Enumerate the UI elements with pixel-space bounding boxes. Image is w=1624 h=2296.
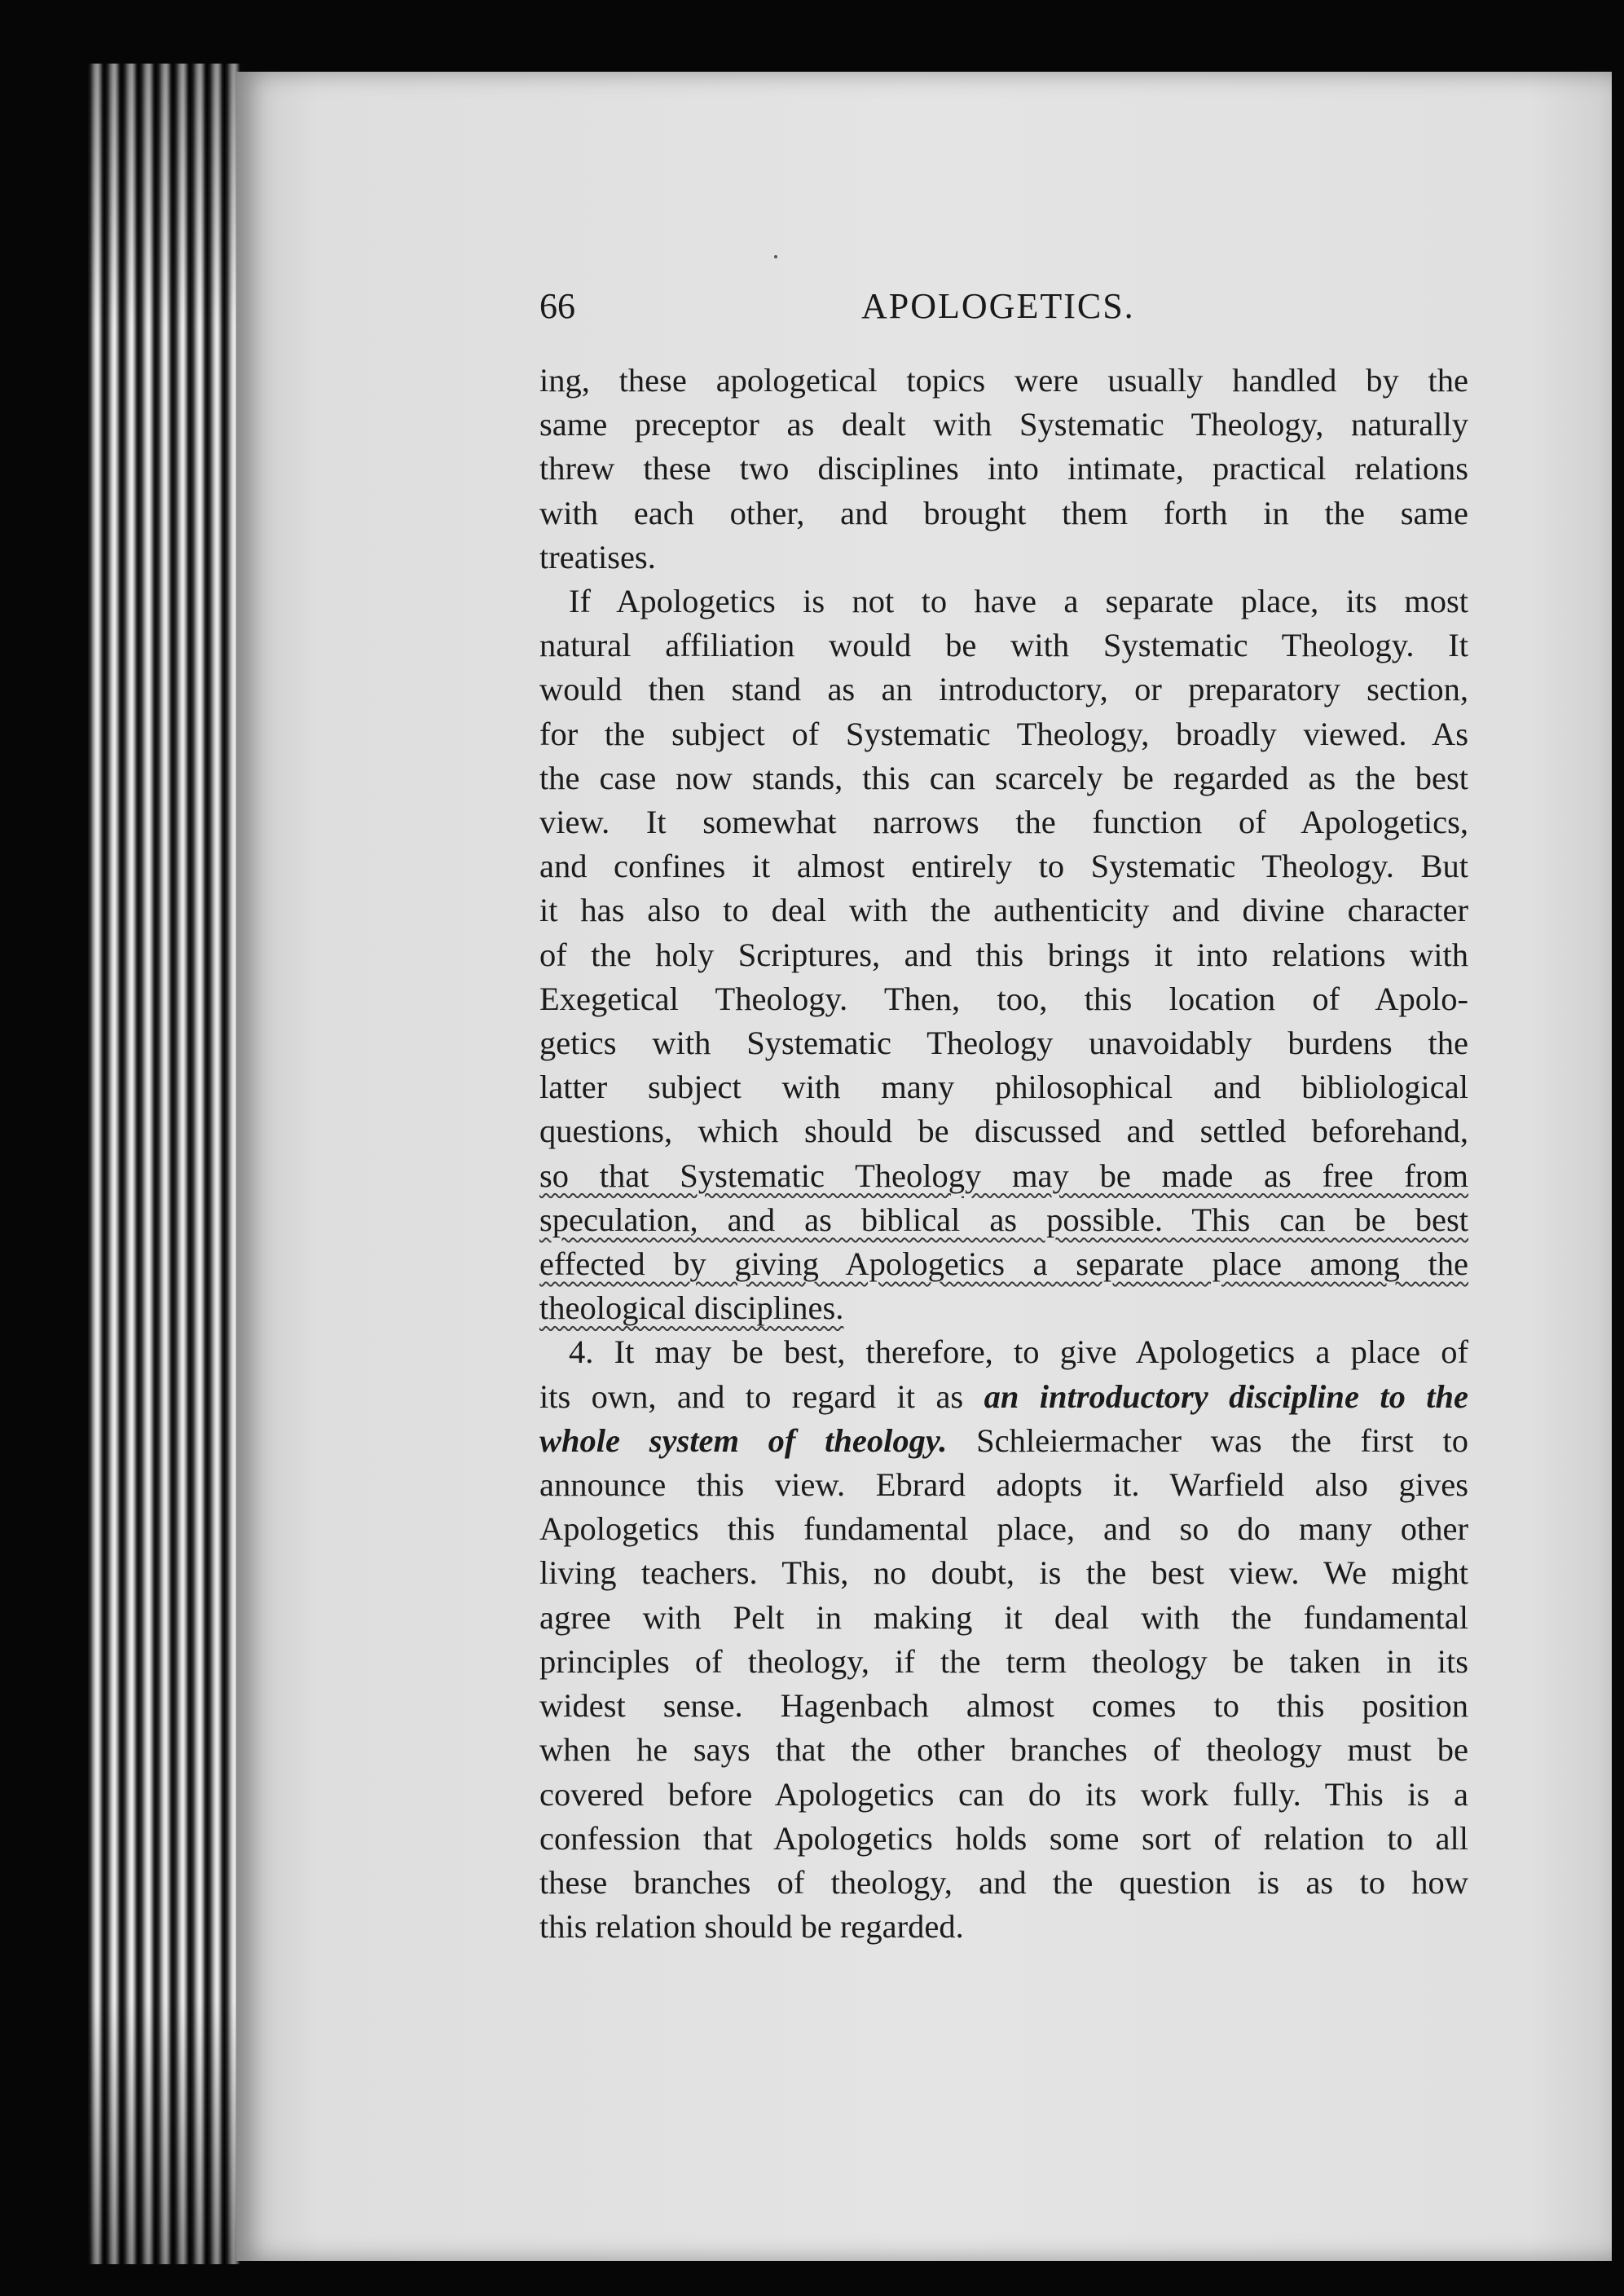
text-line: ing, these apologetical topics were usually handled by the bbox=[539, 362, 1468, 399]
text-line: If Apologetics is not to have a separate place, its most bbox=[569, 583, 1468, 620]
text-line: principles of theology, if the term theology be taken in its bbox=[539, 1642, 1468, 1680]
text-line: of the holy Scriptures, and this brings it into relations with bbox=[539, 936, 1468, 973]
text-run: Schleiermacher was the first to bbox=[947, 1421, 1468, 1459]
text-line: Exegetical Theology. Then, too, this location of Apolo- bbox=[539, 980, 1468, 1017]
text-line: it has also to deal with the authenticity and divine character bbox=[539, 892, 1468, 929]
text-run: its own, and to regard it as bbox=[539, 1377, 984, 1415]
text-line: living teachers. This, no doubt, is the best view. We might bbox=[539, 1554, 1468, 1592]
text-line: Apologetics this fundamental place, and so do many other bbox=[539, 1510, 1468, 1548]
text-line: same preceptor as dealt with Systematic Theology, naturally bbox=[539, 406, 1468, 443]
text-line: latter subject with many philosophical and bibliological bbox=[539, 1069, 1468, 1106]
text-line-underlined: speculation, and as biblical as possible. This can be best bbox=[539, 1201, 1468, 1238]
running-title: APOLOGETICS. bbox=[861, 286, 1135, 326]
text-line: 4. It may be best, therefore, to give Apologetics a place of bbox=[569, 1333, 1468, 1371]
text-line: view. It somewhat narrows the function of Apologetics, bbox=[539, 804, 1468, 841]
text-line: getics with Systematic Theology unavoidably burdens the bbox=[539, 1025, 1468, 1062]
paper-speck bbox=[774, 255, 777, 258]
text-line: agree with Pelt in making it deal with the fundamental bbox=[539, 1598, 1468, 1636]
text-line-underlined: so that Systematic Theology may be made as free from bbox=[539, 1157, 1468, 1194]
text-line: questions, which should be discussed and settled beforehand, bbox=[539, 1113, 1468, 1150]
text-line: with each other, and brought them forth in the same bbox=[539, 494, 1468, 531]
running-head bbox=[539, 285, 1468, 334]
text-line: the case now stands, this can scarcely be regarded as the best bbox=[539, 759, 1468, 796]
text-line: for the subject of Systematic Theology, broadly viewed. As bbox=[539, 715, 1468, 752]
text-line: when he says that the other branches of theology must be bbox=[539, 1731, 1468, 1769]
book-page-edges bbox=[88, 64, 243, 2264]
text-line: confession that Apologetics holds some sort of relation to all bbox=[539, 1819, 1468, 1857]
text-line: natural affiliation would be with Systematic Theology. It bbox=[539, 627, 1468, 664]
text-line: widest sense. Hagenbach almost comes to this position bbox=[539, 1687, 1468, 1725]
text-line: and confines it almost entirely to Systematic Theology. But bbox=[539, 848, 1468, 885]
page-number: 66 bbox=[539, 286, 575, 326]
paragraph-1 bbox=[539, 359, 1468, 580]
italic-phrase: an introductory discipline to the bbox=[984, 1377, 1468, 1415]
text-line: this relation should be regarded. bbox=[539, 1908, 964, 1946]
text-line-underlined: effected by giving Apologetics a separate place among the bbox=[539, 1245, 1468, 1283]
text-line: covered before Apologetics can do its work fully. This is a bbox=[539, 1775, 1468, 1813]
body-text bbox=[539, 359, 1468, 1949]
text-line: treatises. bbox=[539, 538, 656, 575]
text-line-mixed bbox=[539, 1375, 1468, 1419]
italic-phrase: whole system of theology. bbox=[539, 1421, 948, 1459]
paragraph-2 bbox=[539, 580, 1468, 1330]
text-line: threw these two disciplines into intimate, practical relations bbox=[539, 450, 1468, 487]
text-line-underlined: theological disciplines. bbox=[539, 1289, 844, 1327]
text-line-mixed bbox=[539, 1419, 1468, 1463]
paragraph-3 bbox=[539, 1330, 1468, 1949]
text-line: these branches of theology, and the question is as to how bbox=[539, 1863, 1468, 1901]
text-line: would then stand as an introductory, or preparatory section, bbox=[539, 671, 1468, 708]
text-line: announce this view. Ebrard adopts it. Warfield also gives bbox=[539, 1466, 1468, 1504]
